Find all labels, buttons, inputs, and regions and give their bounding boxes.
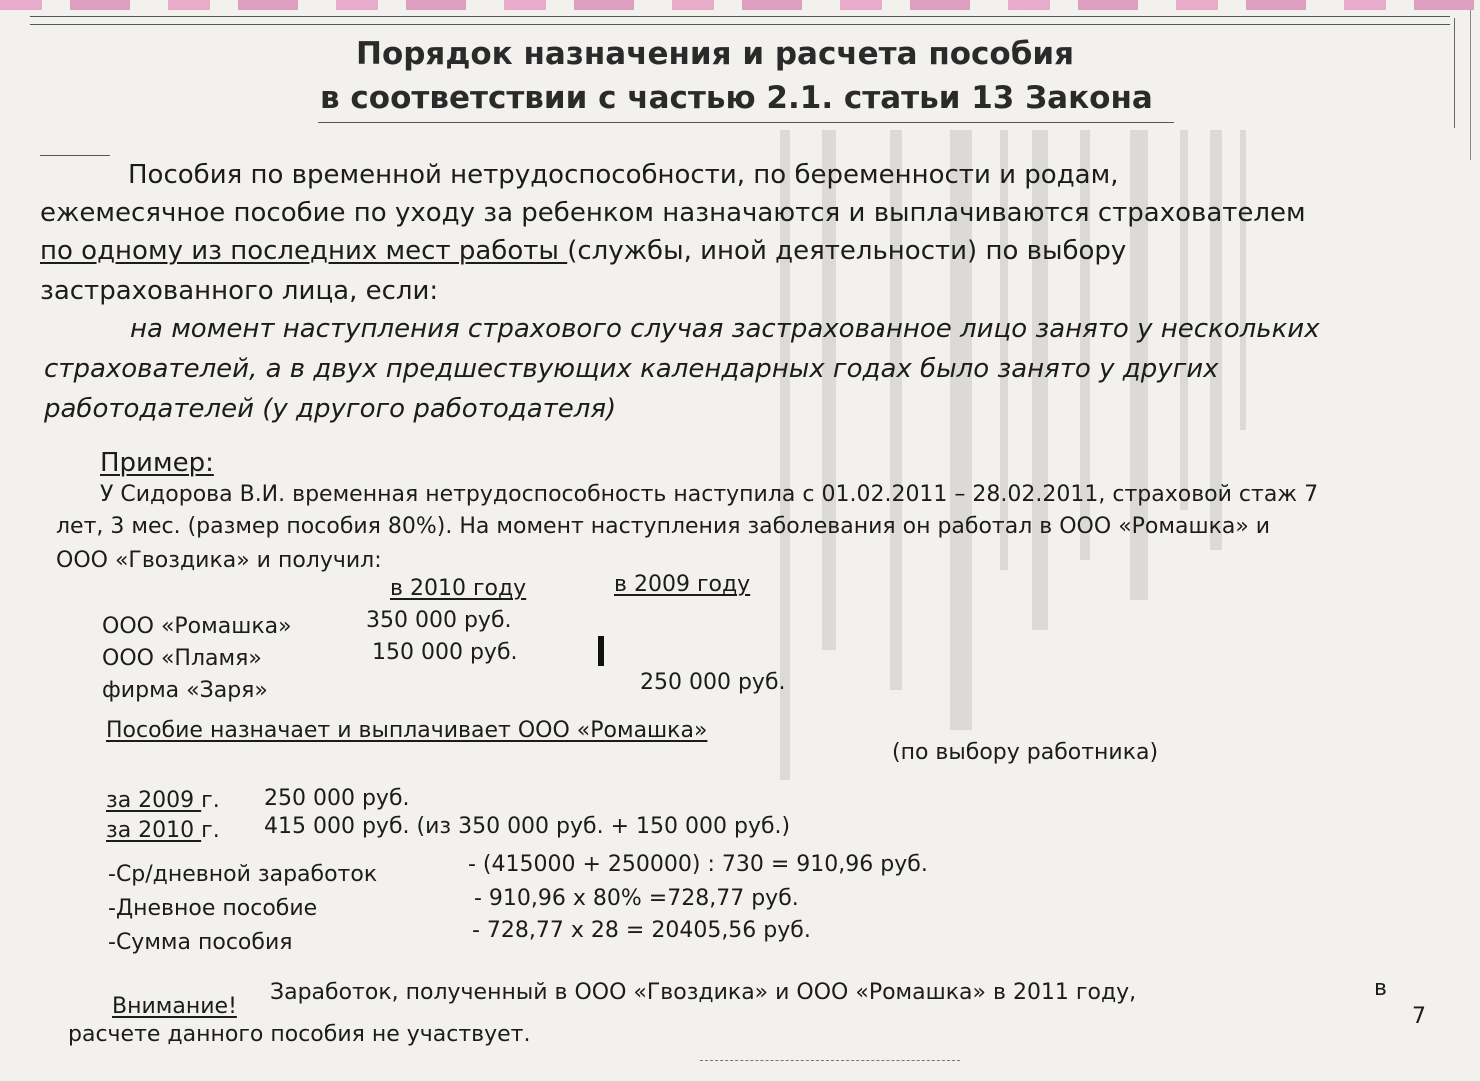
title-line-1: Порядок назначения и расчета пособия xyxy=(356,36,1074,72)
year-2010-label: за 2010 xyxy=(106,818,202,843)
attention-text: Заработок, полученный в ООО «Гвоздика» и ООО «Ромашка» в 2011 году, xyxy=(270,980,1137,1005)
bottom-dashed-rule xyxy=(700,1060,960,1061)
column-separator-mark xyxy=(598,636,604,666)
calc-label-avg-daily: -Ср/дневной заработок xyxy=(108,862,378,887)
intro-line-1: Пособия по временной нетрудоспособности, по беременности и родам, xyxy=(128,160,1119,190)
calc-value-total: - 728,77 х 28 = 20405,56 руб. xyxy=(472,918,811,943)
top-color-strip xyxy=(0,0,1480,10)
intro-underlined-phrase: по одному из последних мест работы xyxy=(40,236,568,266)
page-number: 7 xyxy=(1412,1004,1426,1029)
top-rule-thin xyxy=(30,24,1450,25)
calc-label-total: -Сумма пособия xyxy=(108,930,293,955)
intro-line-4: застрахованного лица, если: xyxy=(40,276,439,306)
title-line-2: в соответствии с частью 2.1. статьи 13 Закона xyxy=(320,80,1153,116)
short-rule xyxy=(40,155,110,156)
attention-row xyxy=(112,994,237,1019)
year-2010-value: 415 000 руб. (из 350 000 руб. + 150 000 руб.) xyxy=(264,814,791,839)
frame-right-edge-outer xyxy=(1470,10,1471,160)
top-rule xyxy=(30,16,1450,17)
attention-label: Внимание! xyxy=(112,994,237,1019)
attention-trailing-word: в xyxy=(1374,976,1387,1001)
condition-line-3: работодателей (у другого работодателя) xyxy=(44,394,617,424)
year-2009-row xyxy=(106,788,220,813)
title-underline xyxy=(318,122,1174,123)
col-header-2010: в 2010 году xyxy=(390,576,527,601)
calc-label-daily-benefit: -Дневное пособие xyxy=(108,896,318,921)
payer-statement: Пособие назначает и выплачивает ООО «Ромашка» xyxy=(106,718,708,743)
payer-note: (по выбору работника) xyxy=(892,740,1159,765)
year-2009-value: 250 000 руб. xyxy=(264,786,410,811)
employer-romashka: ООО «Ромашка» xyxy=(102,614,292,639)
scan-streaks xyxy=(770,130,1270,820)
condition-line-2: страхователей, а в двух предшествующих календарных годах было занято у других xyxy=(44,354,1219,384)
intro-line-3-rest: (службы, иной деятельности) по выбору xyxy=(567,236,1127,266)
example-line-2: лет, 3 мес. (размер пособия 80%). На момент наступления заболевания он работал в ООО «Ромашка» и xyxy=(56,514,1271,539)
example-line-1: У Сидорова В.И. временная нетрудоспособность наступила с 01.02.2011 – 28.02.2011, страховой стаж 7 xyxy=(100,482,1319,507)
plamya-2010-amount: 150 000 руб. xyxy=(372,640,518,665)
romashka-2010-amount: 350 000 руб. xyxy=(366,608,512,633)
employer-plamya: ООО «Пламя» xyxy=(102,646,262,671)
calc-value-daily-benefit: - 910,96 х 80% =728,77 руб. xyxy=(474,886,799,911)
attention-line-2: расчете данного пособия не участвует. xyxy=(68,1022,531,1047)
year-2010-suffix: г. xyxy=(201,818,220,843)
example-line-3: ООО «Гвоздика» и получил: xyxy=(56,548,382,573)
year-2010-row xyxy=(106,818,220,843)
frame-right-edge xyxy=(1454,18,1455,128)
example-heading: Пример: xyxy=(100,448,214,478)
calc-value-avg-daily: - (415000 + 250000) : 730 = 910,96 руб. xyxy=(468,852,928,877)
employer-zarya: фирма «Заря» xyxy=(102,678,268,703)
year-2009-suffix: г. xyxy=(201,788,220,813)
year-2009-label: за 2009 xyxy=(106,788,202,813)
condition-line-1: на момент наступления страхового случая застрахованное лицо занято у нескольких xyxy=(130,314,1320,344)
zarya-2009-amount: 250 000 руб. xyxy=(640,670,786,695)
intro-line-3 xyxy=(40,236,1126,266)
col-header-2009: в 2009 году xyxy=(614,572,751,597)
intro-line-2: ежемесячное пособие по уходу за ребенком назначаются и выплачиваются страхователем xyxy=(40,198,1306,228)
